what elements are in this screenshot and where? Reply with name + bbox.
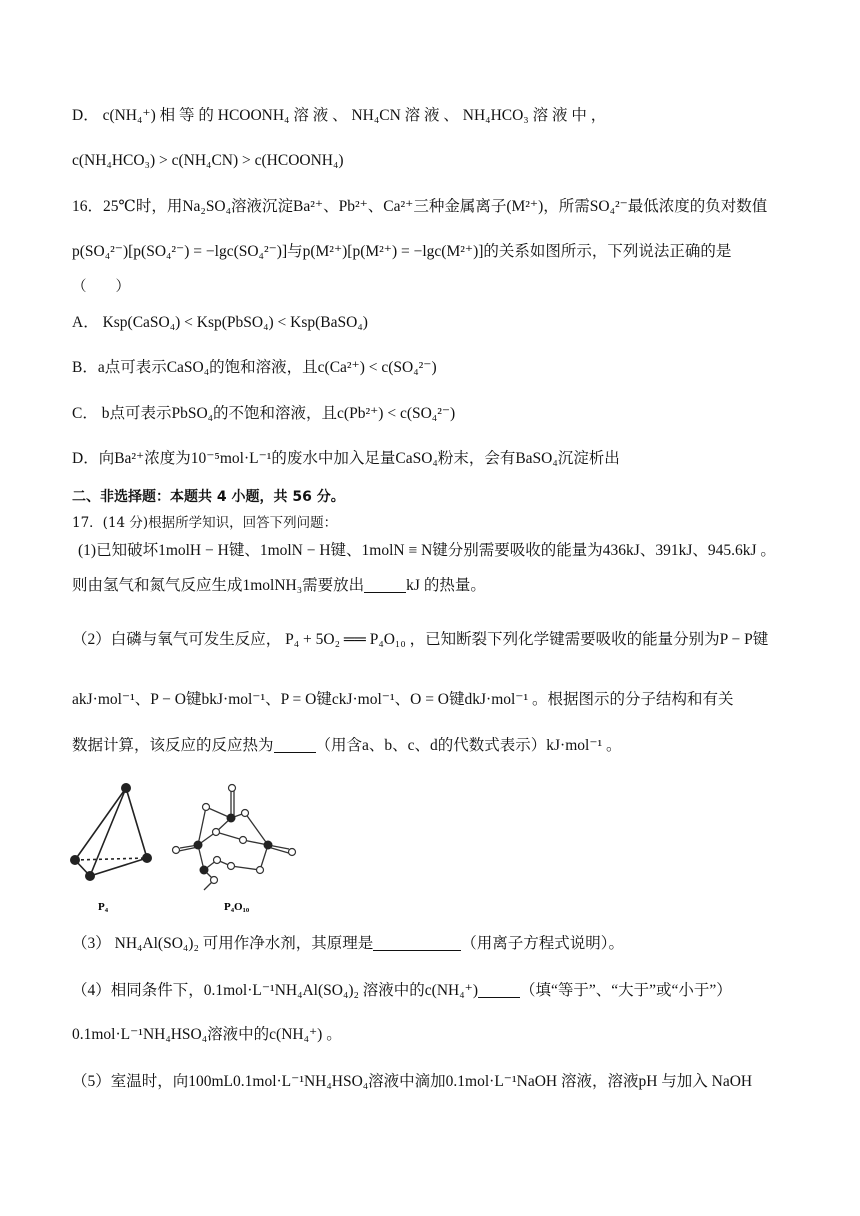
question-17-part5-line1: （5）室温时，向100mL0.1mol·L⁻¹NH₄HSO₄溶液中滴加0.1mol·L⁻¹NaOH 溶液，溶液pH 与加入 NaOH — [72, 1073, 753, 1090]
question-16-stem-3: （ ） — [72, 279, 130, 295]
question-17-part4-line1 — [72, 981, 790, 1001]
part4-text: （4）相同条件下，0.1mol·L⁻¹NH₄Al(SO₄)₂ 溶液中的c(NH₄⁺) — [72, 982, 478, 999]
molecule-figure — [64, 770, 324, 920]
p4o10-molecule — [174, 790, 292, 890]
question-17-part3 — [72, 934, 790, 954]
question-17-part2-line2: akJ·mol⁻¹、P − O键bkJ·mol⁻¹、P = O键ckJ·mol⁻¹、O = O键dkJ·mol⁻¹ 。根据图示的分子结构和有关 — [72, 691, 734, 708]
option-16a: A． Ksp(CaSO₄) < Ksp(PbSO₄) < Ksp(BaSO₄) — [72, 314, 368, 331]
question-17-part2-line1: （2）白磷与氧气可发生反应， P₄ + 5O₂ ══ P₄O₁₀ ，已知断裂下列化学键需要吸收的能量分别为P − P键 — [72, 631, 769, 648]
option-16b: B．a点可表示CaSO₄的饱和溶液，且c(Ca²⁺) < c(SO₄²⁻) — [72, 359, 437, 376]
figure-label-p4o10: P₄O₁₀ — [224, 901, 250, 913]
question-17-part1-line2 — [72, 576, 790, 596]
part3-text: （3） NH₄Al(SO₄)₂ 可用作净水剂，其原理是 — [72, 935, 374, 952]
p4-molecule — [75, 788, 147, 876]
option-15d-line1: D． c(NH₄⁺) 相 等 的 HCOONH₄ 溶 液 、 NH₄CN 溶 液 、 NH₄HCO₃ 溶 液 中 ， — [72, 107, 607, 124]
part3-hint: （用离子方程式说明）。 — [461, 935, 625, 952]
part2-hint: （用含a、b、c、d的代数式表示）kJ·mol⁻¹ 。 — [315, 737, 622, 754]
question-17-stem: 17．(14 分)根据所学知识，回答下列问题： — [72, 515, 338, 531]
question-17-part2-line3 — [72, 736, 790, 756]
question-17-part1-line1: (1)已知破坏1molH − H键、1molN − H键、1molN ≡ N键分别需要吸收的能量为436kJ、391kJ、945.6kJ 。 — [78, 542, 776, 559]
part1-unit: kJ 的热量。 — [406, 577, 486, 594]
question-16-stem-1: 16．25℃时，用Na₂SO₄溶液沉淀Ba²⁺、Pb²⁺、Ca²⁺三种金属离子(M²⁺)，所需SO₄²⁻最低浓度的负对数值 — [72, 198, 768, 215]
part2-text: 数据计算，该反应的反应热为 — [72, 737, 274, 754]
figure-label-p4: P₄ — [98, 901, 109, 913]
option-16c: C． b点可表示PbSO₄的不饱和溶液，且c(Pb²⁺) < c(SO₄²⁻) — [72, 405, 456, 422]
part3-answer-blank[interactable] — [373, 934, 461, 951]
section-2-heading: 二、非选择题：本题共 4 小题，共 56 分。 — [72, 489, 345, 505]
question-16-stem-2: p(SO₄²⁻)[p(SO₄²⁻) = −lgc(SO₄²⁻)]与p(M²⁺)[p(M²⁺) = −lgc(M²⁺)]的关系如图所示，下列说法正确的是 — [72, 243, 732, 260]
part1-answer-blank[interactable] — [364, 576, 406, 593]
question-17-part4-line2: 0.1mol·L⁻¹NH₄HSO₄溶液中的c(NH₄⁺) 。 — [72, 1026, 342, 1043]
molecule-structures-svg — [64, 770, 324, 920]
part1-text: 则由氢气和氮气反应生成1molNH₃需要放出 — [72, 577, 365, 594]
part4-hint: （填“等于”、“大于”或“小于”） — [519, 982, 732, 999]
part2-answer-blank[interactable] — [274, 736, 316, 753]
option-16d: D．向Ba²⁺浓度为10⁻⁵mol·L⁻¹的废水中加入足量CaSO₄粉末，会有BaSO₄沉淀析出 — [72, 450, 620, 467]
option-15d-line2: c(NH₄HCO₃) > c(NH₄CN) > c(HCOONH₄) — [72, 152, 344, 169]
part4-answer-blank[interactable] — [478, 981, 520, 998]
